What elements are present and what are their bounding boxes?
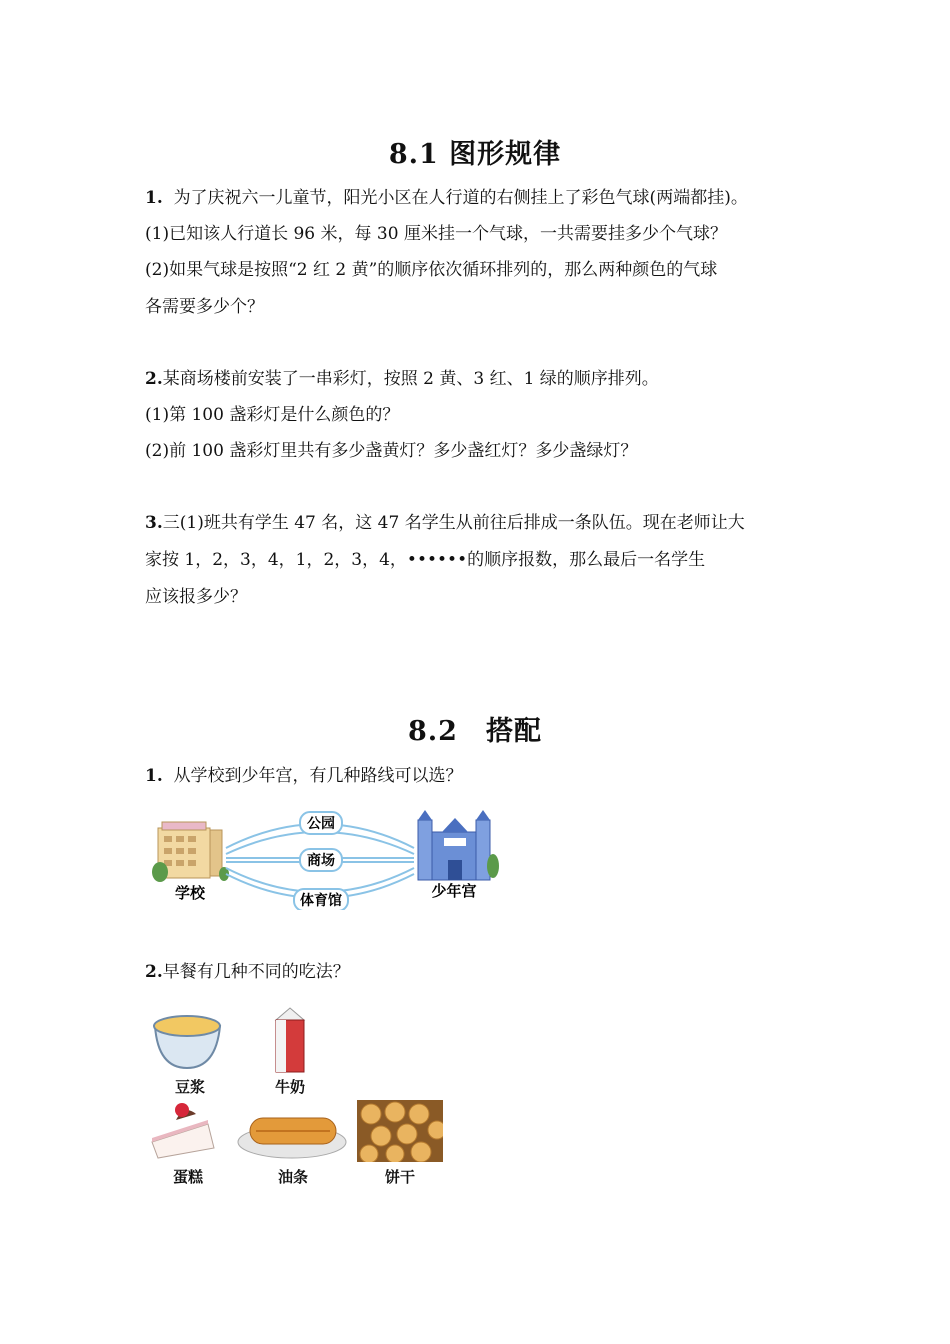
q2-sub1: (1)第 100 盏彩灯是什么颜色的？ [145,405,400,425]
section1-title: 8.1 图形规律 [388,139,562,170]
s2-q1-number: 1. [145,766,163,786]
biscuits-label: 饼干 [384,1168,415,1186]
palace-label: 少年宫 [431,882,477,900]
route-label-park: 公园 [307,816,335,832]
q1-text: 为了庆祝六一儿童节，阳光小区在人行道的右侧挂上了彩色气球(两端都挂)。 [173,188,748,208]
school-icon [152,822,229,882]
route-label-stadium: 体育馆 [300,893,342,909]
milk-label: 牛奶 [274,1078,305,1096]
q3-line3: 应该报多少？ [145,587,247,607]
s2-q2-number: 2. [145,962,163,982]
q1-stem [145,183,748,208]
q2-number: 2. [145,369,163,389]
q2-text: 某商场楼前安装了一串彩灯，按照 2 黄、3 红、1 绿的顺序排列。 [162,369,659,389]
cake-icon [148,1100,220,1162]
s2-q2-text: 早餐有几种不同的吃法？ [162,962,350,982]
q1-sub1: (1)已知该人行道长 96 米，每 30 厘米挂一个气球，一共需要挂多少个气球？ [145,224,727,244]
youth-palace-icon [418,810,499,880]
q3-line2: 家按 1，2，3，4，1，2，3，4，••••••的顺序报数，那么最后一名学生 [145,550,706,570]
route-diagram [150,806,500,910]
fried-dough-stick-icon [236,1100,348,1162]
q3-text-line1: 三(1)班共有学生 47 名，这 47 名学生从前往后排成一条队伍。现在老师让大 [162,513,745,533]
q1-sub2-line1: (2)如果气球是按照“2 红 2 黄”的顺序依次循环排列的，那么两种颜色的气球 [145,260,718,280]
biscuits-icon [357,1100,443,1162]
q3-line1 [145,508,745,533]
q3-number: 3. [145,513,163,533]
cake-label: 蛋糕 [172,1168,203,1186]
section2-title: 8.2 搭配 [408,716,542,747]
s2-q2-stem [145,957,350,982]
q1-sub2-line2: 各需要多少个？ [145,297,264,317]
q1-number: 1. [145,188,163,208]
soy-milk-bowl-icon [150,1010,225,1072]
milk-carton-icon [270,1006,310,1074]
q2-sub2: (2)前 100 盏彩灯里共有多少盏黄灯？多少盏红灯？多少盏绿灯？ [145,441,638,461]
school-label: 学校 [174,884,206,902]
soy-milk-label: 豆浆 [174,1078,205,1096]
q2-stem [145,364,659,389]
route-label-mall: 商场 [307,853,335,869]
fried-dough-stick-label: 油条 [277,1168,308,1186]
s2-q1-text: 从学校到少年宫，有几种路线可以选？ [173,766,463,786]
s2-q1-stem [145,761,463,786]
